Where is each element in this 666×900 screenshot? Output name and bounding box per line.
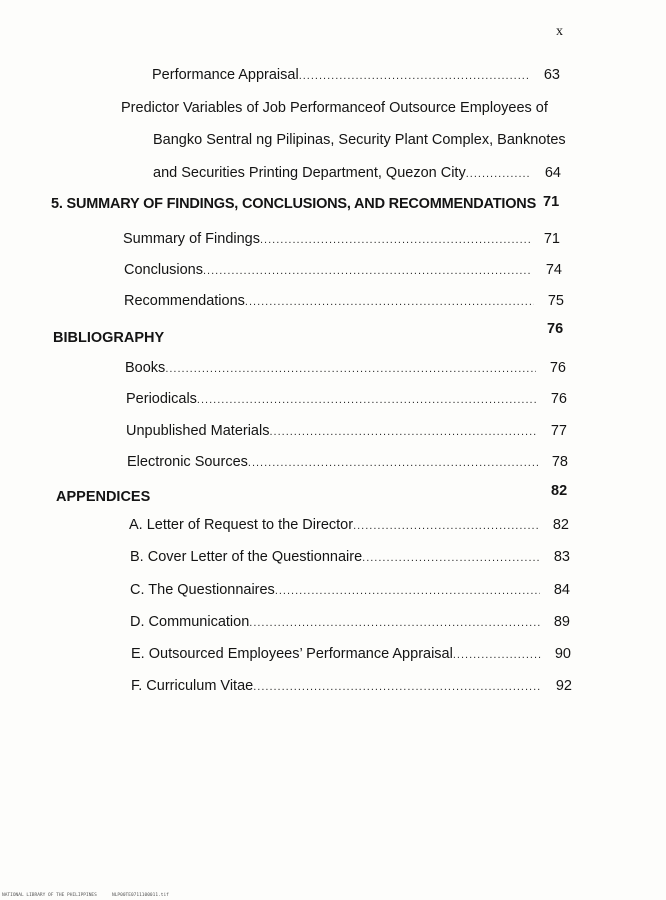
toc-entry-page: 77: [550, 423, 567, 439]
toc-entry-label: Electronic Sources: [127, 454, 248, 470]
dot-leader: [466, 168, 531, 180]
toc-entry-appendix-c: [130, 582, 570, 598]
toc-entry-page: 92: [555, 678, 572, 694]
toc-entry-appendix-b: [130, 549, 570, 565]
toc-entry-recommendations: [124, 293, 564, 309]
toc-entry-predictor-line3: [153, 165, 561, 181]
dot-leader: [248, 457, 538, 469]
toc-entry-page: 90: [554, 646, 571, 662]
toc-entry-page: 76: [550, 391, 567, 407]
toc-entry-label: C. The Questionnaires: [130, 582, 275, 598]
dot-leader: [260, 234, 530, 246]
toc-entry-label: Performance Appraisal: [152, 67, 299, 83]
toc-entry-appendix-e: [131, 646, 571, 662]
toc-entry-performance-appraisal: [152, 67, 560, 83]
toc-entry-page: 78: [551, 454, 568, 470]
toc-entry-page: 83: [553, 549, 570, 565]
chapter-5-page: 71: [543, 194, 560, 210]
toc-entry-books: [125, 360, 566, 376]
toc-entry-label: Books: [125, 360, 166, 376]
toc-entry-label: Recommendations: [124, 293, 245, 309]
dot-leader: [203, 265, 532, 277]
dot-leader: [275, 585, 540, 597]
toc-entry-label: B. Cover Letter of the Questionnaire: [130, 549, 363, 565]
dot-leader: [253, 681, 542, 693]
toc-entry-label: Summary of Findings: [123, 231, 260, 247]
toc-entry-page: 84: [553, 582, 570, 598]
toc-entry-label: F. Curriculum Vitae: [131, 678, 254, 694]
toc-entry-page: 71: [543, 231, 560, 247]
appendices-heading: APPENDICES: [56, 489, 151, 505]
toc-entry-label: D. Communication: [130, 614, 250, 630]
toc-entry-page: 75: [547, 293, 564, 309]
dot-leader: [269, 426, 536, 438]
toc-entry-label: Conclusions: [124, 262, 203, 278]
dot-leader: [165, 363, 536, 375]
toc-entry-periodicals: [126, 391, 567, 407]
footer-file-name: NLP00TE0711100011.tif: [112, 893, 169, 898]
toc-entry-page: 74: [545, 262, 562, 278]
toc-entry-unpublished-materials: [126, 423, 567, 439]
toc-entry-label: Periodicals: [126, 391, 197, 407]
dot-leader: [353, 520, 539, 532]
toc-entry-appendix-d: [130, 614, 570, 630]
toc-entry-predictor-line1: Predictor Variables of Job Performanceof Outsource Employees of: [121, 100, 548, 116]
appendices-page: 82: [551, 483, 568, 499]
toc-entry-page: 89: [553, 614, 570, 630]
dot-leader: [245, 296, 534, 308]
dot-leader: [362, 552, 540, 564]
toc-entry-electronic-sources: [127, 454, 568, 470]
dot-leader: [299, 70, 530, 82]
chapter-5-heading: 5. SUMMARY OF FINDINGS, CONCLUSIONS, AND RECOMMENDATIONS: [51, 196, 537, 212]
dot-leader: [197, 394, 537, 406]
page-number: x: [556, 24, 563, 39]
toc-entry-label: A. Letter of Request to the Director: [129, 517, 354, 533]
dot-leader: [249, 617, 540, 629]
toc-entry-page: 63: [543, 67, 560, 83]
toc-entry-predictor-line2: Bangko Sentral ng Pilipinas, Security Plant Complex, Banknotes: [153, 132, 566, 148]
toc-entry-appendix-f: [131, 678, 572, 694]
toc-entry-summary-of-findings: [123, 231, 560, 247]
toc-entry-label: and Securities Printing Department, Quezon City: [153, 165, 466, 181]
toc-entry-page: 64: [544, 165, 561, 181]
dot-leader: [453, 649, 541, 661]
bibliography-page: 76: [547, 321, 564, 337]
toc-entry-label: Unpublished Materials: [126, 423, 270, 439]
toc-entry-page: 76: [549, 360, 566, 376]
toc-entry-conclusions: [124, 262, 562, 278]
toc-entry-label: E. Outsourced Employees’ Performance Appraisal: [131, 646, 453, 662]
bibliography-heading: BIBLIOGRAPHY: [53, 330, 165, 346]
toc-entry-page: 82: [552, 517, 569, 533]
toc-entry-appendix-a: [129, 517, 569, 533]
footer-library-name: NATIONAL LIBRARY OF THE PHILIPPINES: [2, 893, 97, 898]
